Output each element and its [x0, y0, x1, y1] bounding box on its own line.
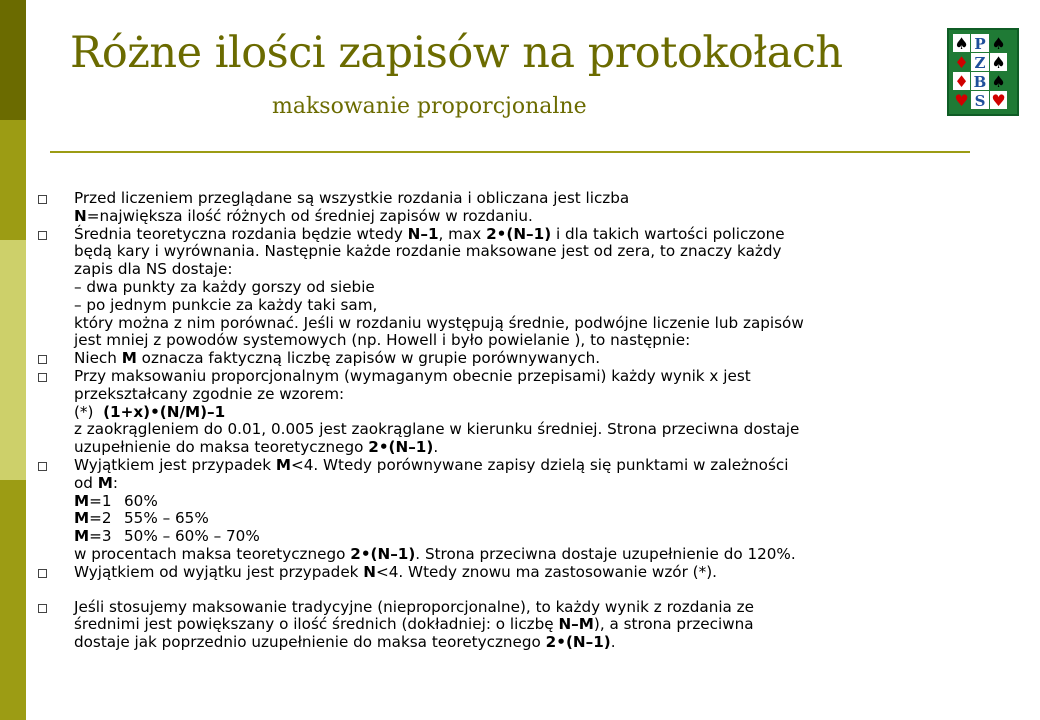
- side-band-bottom: [0, 480, 26, 720]
- percent-row: M=3 50% – 60% – 70%: [74, 527, 260, 546]
- item-text: z zaokrągleniem do 0.01, 0.005 jest zaokrąglane w kierunku średniej. Strona przeciwna dostaje: [74, 420, 800, 439]
- spade-icon: ♠: [954, 34, 969, 53]
- square-bullet-icon: [38, 373, 47, 382]
- logo-letter: B: [973, 73, 987, 91]
- item-text: Wyjątkiem jest przypadek M<4. Wtedy porównywane zapisy dzielą się punktami w zależności: [74, 455, 789, 474]
- heart-icon: ♥: [991, 91, 1006, 110]
- side-band-upper: [0, 120, 26, 240]
- item-text: średnimi jest powiększany o ilość średnich (dokładniej: o liczbę N–M), a strona przeciwna: [74, 615, 754, 634]
- side-band-top: [0, 0, 26, 120]
- item-text: N=największa ilość różnych od średniej zapisów w rozdaniu.: [74, 206, 533, 225]
- diamond-icon: ♦: [954, 53, 969, 72]
- item-text: przekształcany zgodnie ze wzorem:: [74, 384, 345, 403]
- pzbs-logo: [947, 28, 1019, 116]
- bullet-list: [34, 190, 994, 652]
- item-text: – po jednym punkcie za każdy taki sam,: [74, 295, 378, 314]
- formula: (*) (1+x)•(N/M)–1: [74, 402, 226, 421]
- item-text: uzupełnienie do maksa teoretycznego 2•(N–1).: [74, 438, 439, 457]
- item-text: Średnia teoretyczna rozdania będzie wtedy N–1, max 2•(N–1) i dla takich wartości policzone: [74, 224, 785, 243]
- item-text: Niech M oznacza faktyczną liczbę zapisów w grupie porównywanych.: [74, 349, 601, 368]
- square-bullet-icon: [38, 355, 47, 364]
- item-text: dostaje jak poprzednio uzupełnienie do maksa teoretycznego 2•(N–1).: [74, 633, 616, 652]
- spade-icon: ♠: [991, 53, 1006, 72]
- list-item: [34, 599, 994, 652]
- diamond-icon: ♦: [954, 72, 969, 91]
- item-text: Przy maksowaniu proporcjonalnym (wymaganym obecnie przepisami) każdy wynik x jest: [74, 366, 751, 385]
- item-text: Jeśli stosujemy maksowanie tradycyjne (nieproporcjonalne), to każdy wynik z rozdania ze: [74, 597, 755, 616]
- heart-icon: ♥: [954, 91, 969, 110]
- slide-title: Różne ilości zapisów na protokołach: [70, 28, 843, 78]
- title-divider: [50, 151, 970, 153]
- logo-letter: Z: [974, 54, 986, 72]
- item-text: który można z nim porównać. Jeśli w rozdaniu występują średnie, podwójne liczenie lub zapisów: [74, 313, 804, 332]
- list-item: [34, 190, 994, 226]
- spacer: [34, 582, 994, 599]
- slide-subtitle: maksowanie proporcjonalne: [272, 94, 587, 119]
- square-bullet-icon: [38, 195, 47, 204]
- item-text: od M:: [74, 473, 119, 492]
- item-text: Wyjątkiem od wyjątku jest przypadek N<4. Wtedy znowu ma zastosowanie wzór (*).: [74, 562, 717, 581]
- list-item: [34, 564, 994, 582]
- item-text: zapis dla NS dostaje:: [74, 260, 233, 279]
- percent-row: M=2 55% – 65%: [74, 509, 209, 528]
- square-bullet-icon: [38, 231, 47, 240]
- square-bullet-icon: [38, 604, 47, 613]
- item-text: będą kary i wyrównania. Następnie każde rozdanie maksowane jest od zera, to znaczy każdy: [74, 242, 782, 261]
- logo-letter: P: [974, 35, 986, 53]
- list-item: [34, 226, 994, 351]
- list-item: [34, 457, 994, 564]
- square-bullet-icon: [38, 569, 47, 578]
- item-text: – dwa punkty za każdy gorszy od siebie: [74, 277, 375, 296]
- logo-letter: S: [974, 92, 986, 110]
- square-bullet-icon: [38, 462, 47, 471]
- item-text: jest mniej z powodów systemowych (np. Howell i było powielanie ), to następnie:: [74, 331, 691, 350]
- item-text: Przed liczeniem przeglądane są wszystkie rozdania i obliczana jest liczba: [74, 189, 630, 207]
- side-band-middle: [0, 240, 26, 480]
- item-text: w procentach maksa teoretycznego 2•(N–1). Strona przeciwna dostaje uzupełnienie do 120%.: [74, 544, 796, 563]
- list-item: [34, 350, 994, 368]
- percent-row: M=1 60%: [74, 491, 158, 510]
- spade-icon: ♠: [991, 34, 1006, 53]
- spade-icon: ♠: [991, 72, 1006, 91]
- list-item: [34, 368, 994, 457]
